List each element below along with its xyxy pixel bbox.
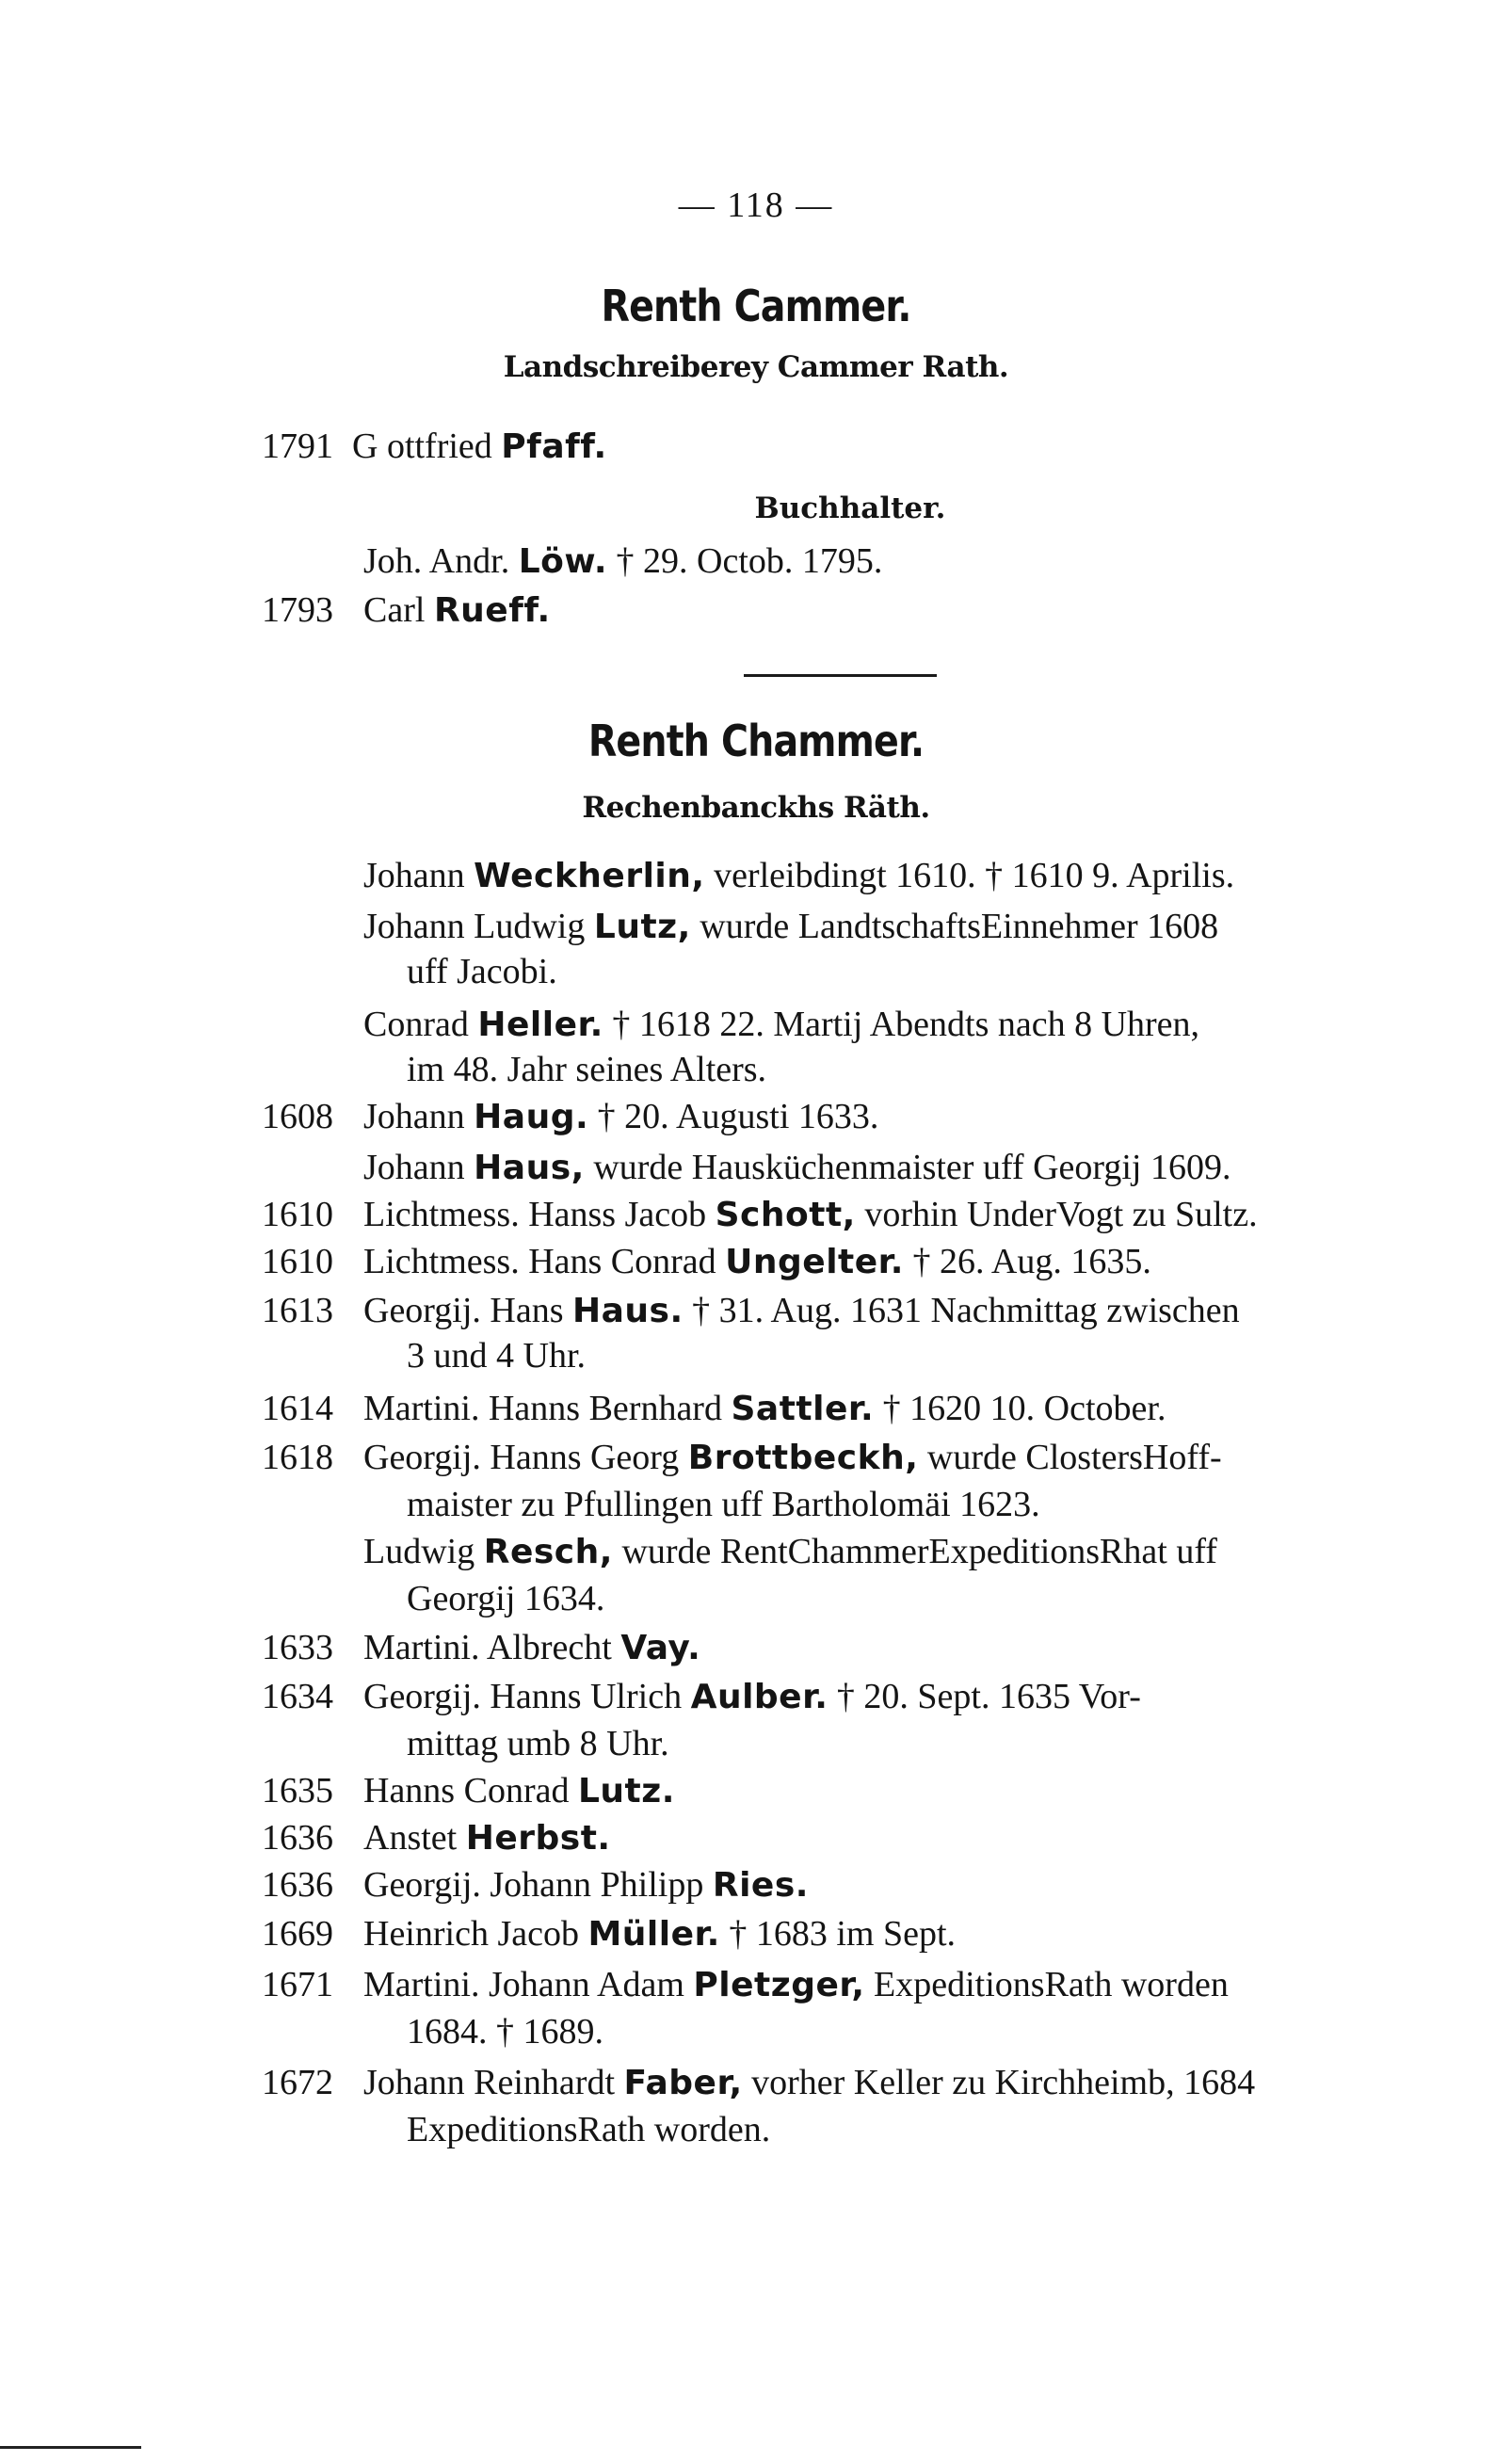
entry-year: 1608 <box>262 1097 333 1136</box>
entry-name: Haus. <box>572 1292 684 1330</box>
entry-text: im 48. Jahr seines Alters. <box>407 1050 767 1089</box>
entry-year: 1636 <box>262 1865 333 1905</box>
entry-text: Conrad <box>363 1005 478 1044</box>
entry-name: Brottbeckh, <box>687 1439 919 1477</box>
entry-year: 1614 <box>262 1389 333 1428</box>
entry-text-post: wurde RentChammerExpeditionsRhat uff <box>612 1532 1217 1571</box>
entry-text-post: † 20. Augusti 1633. <box>588 1097 879 1136</box>
entry-text-post: † 26. Aug. 1635. <box>903 1242 1151 1281</box>
entry-text: Lichtmess. Hans Conrad <box>363 1242 726 1281</box>
entry-year: 1671 <box>262 1965 333 2004</box>
entry-text: uff Jacobi. <box>407 952 557 991</box>
entry-text: Martini. Hanns Bernhard <box>363 1389 732 1428</box>
entry-text: Georgij. Johann Philipp <box>363 1865 713 1905</box>
entry-text: ExpeditionsRath worden. <box>407 2110 771 2149</box>
entry-year: 1634 <box>262 1677 333 1716</box>
entry-text: Georgij 1634. <box>407 1579 605 1618</box>
entry-text: Joh. Andr. <box>363 541 519 581</box>
entry-text: Georgij. Hanns Ulrich <box>363 1677 691 1716</box>
entry-name: Müller. <box>587 1915 720 1954</box>
entry-name: Ries. <box>712 1866 809 1905</box>
entry-year: 1791 <box>262 426 333 466</box>
entry-name: Herbst. <box>465 1819 611 1858</box>
entry-name: Pletzger, <box>693 1966 865 2004</box>
entry-text: Georgij. Hans <box>363 1291 572 1330</box>
entry-name: Ungelter. <box>725 1243 904 1281</box>
entry-name: Lutz. <box>577 1772 675 1810</box>
entry-year: 1635 <box>262 1771 333 1810</box>
entry-name: Vay. <box>620 1629 701 1667</box>
entry-name: Resch, <box>483 1533 613 1571</box>
entry-name: Schott, <box>715 1196 856 1234</box>
entry-text: Carl <box>363 590 434 630</box>
entry-name: Pfaff. <box>501 427 607 466</box>
entry-name: Rueff. <box>433 591 551 630</box>
section-divider <box>744 674 937 677</box>
entry-text: Lichtmess. Hanss Jacob <box>363 1195 716 1234</box>
entry-year: 1618 <box>262 1438 333 1477</box>
entry-text: Anstet <box>363 1818 466 1858</box>
page-bottom-edge-mark <box>0 2446 141 2449</box>
subheading-buchhalter: Buchhalter. <box>754 491 946 525</box>
entry-year: 1793 <box>262 590 333 630</box>
entry-text: Heinrich Jacob <box>363 1914 588 1954</box>
entry-text-post: † 20. Sept. 1635 Vor- <box>828 1677 1141 1716</box>
entry-year: 1613 <box>262 1291 333 1330</box>
entry-name: Weckherlin, <box>474 857 705 895</box>
entry-year: 1633 <box>262 1628 333 1667</box>
entry-year: 1672 <box>262 2063 333 2102</box>
entry-year: 1636 <box>262 1818 333 1858</box>
entry-text: 1684. † 1689. <box>407 2012 603 2052</box>
entry-text-post: vorhin UnderVogt zu Sultz. <box>855 1195 1258 1234</box>
entry-text: Johann <box>363 1148 475 1187</box>
entry-name: Löw. <box>518 542 608 581</box>
entry-text: 3 und 4 Uhr. <box>407 1336 586 1376</box>
entry-text-post: wurde LandtschaftsEinnehmer 1608 <box>690 907 1219 946</box>
section-title-renth-chammer: Renth Chammer. <box>587 716 925 766</box>
entry-name: Haug. <box>474 1098 589 1136</box>
page-number: — 118 — <box>678 185 834 225</box>
entry-name: Heller. <box>477 1006 603 1044</box>
entry-text: maister zu Pfullingen uff Bartholomäi 1623. <box>407 1485 1040 1524</box>
entry-name: Sattler. <box>731 1390 875 1428</box>
entry-text: Johann Ludwig <box>363 907 594 946</box>
entry-text-post: wurde Hausküchenmaister uff Georgij 1609. <box>584 1148 1231 1187</box>
entry-name: Haus, <box>474 1149 585 1187</box>
entry-text: G ottfried <box>352 426 502 466</box>
entry-year: 1610 <box>262 1242 333 1281</box>
entry-year: 1610 <box>262 1195 333 1234</box>
entry-text-post: wurde ClostersHoff- <box>918 1438 1222 1477</box>
entry-text: Johann <box>363 856 475 895</box>
entry-text-post: † 1620 10. October. <box>874 1389 1166 1428</box>
entry-text: Johann <box>363 1097 475 1136</box>
entry-text: mittag umb 8 Uhr. <box>407 1724 669 1763</box>
entry-text-post: † 29. Octob. 1795. <box>607 541 883 581</box>
entry-text: Martini. Albrecht <box>363 1628 621 1667</box>
entry-text: Martini. Johann Adam <box>363 1965 694 2004</box>
entry-text: Georgij. Hanns Georg <box>363 1438 688 1477</box>
entry-text-post: ExpeditionsRath worden <box>864 1965 1229 2004</box>
entry-text-post: † 1618 22. Martij Abendts nach 8 Uhren, <box>603 1005 1200 1044</box>
entry-name: Lutz, <box>593 908 691 946</box>
section-title-renth-cammer: Renth Cammer. <box>601 281 911 331</box>
entry-text-post: † 1683 im Sept. <box>719 1914 957 1954</box>
entry-name: Aulber. <box>690 1678 828 1716</box>
entry-name: Faber, <box>623 2064 743 2102</box>
entry-text-post: † 31. Aug. 1631 Nachmittag zwischen <box>683 1291 1240 1330</box>
entry-text-post: vorher Keller zu Kirchheimb, 1684 <box>742 2063 1256 2102</box>
entry-text-post: verleibdingt 1610. † 1610 9. Aprilis. <box>704 856 1235 895</box>
entry-text: Hanns Conrad <box>363 1771 578 1810</box>
entry-text: Johann Reinhardt <box>363 2063 624 2102</box>
entry-year: 1669 <box>262 1914 333 1954</box>
section-subtitle-rechenbanckhs: Rechenbanckhs Räth. <box>582 791 930 825</box>
entry-text: Ludwig <box>363 1532 484 1571</box>
section-subtitle-landschreiberey: Landschreiberey Cammer Rath. <box>503 350 1009 384</box>
